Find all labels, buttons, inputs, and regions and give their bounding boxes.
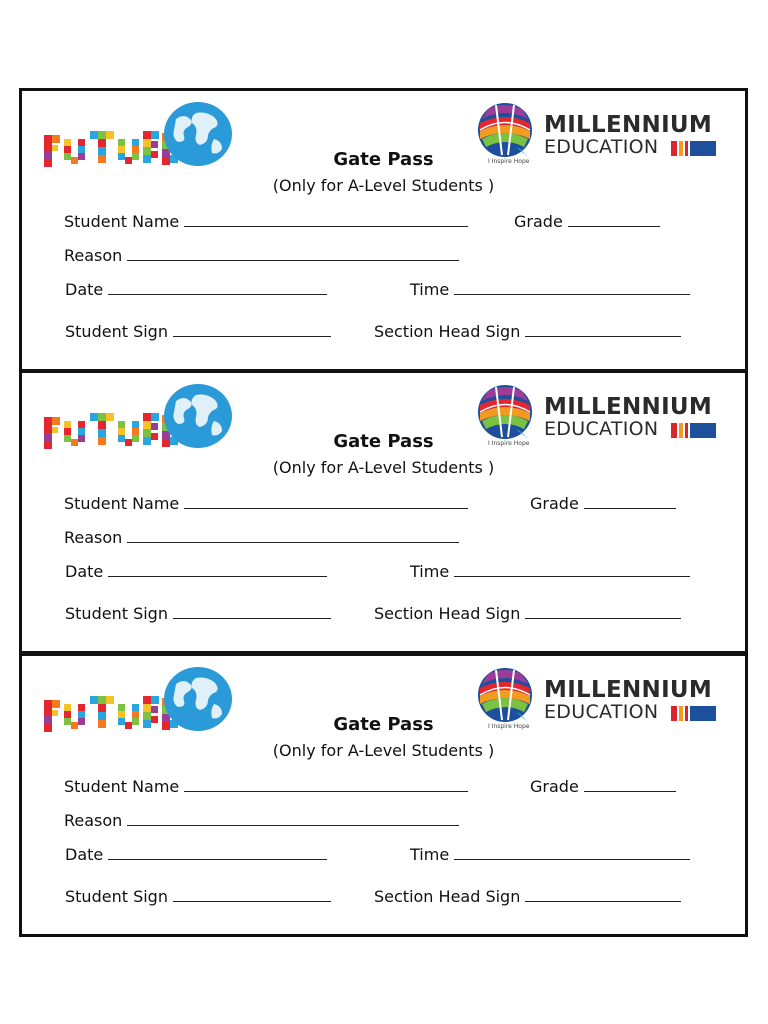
grade-line[interactable] bbox=[584, 777, 676, 792]
pass-title: Gate Pass bbox=[333, 714, 434, 735]
student-name-field[interactable] bbox=[64, 212, 468, 232]
pass-subtitle: (Only for A-Level Students ) bbox=[272, 176, 495, 195]
millennium-tagline: I Inspire Hope bbox=[488, 723, 530, 730]
millennium-brand-line2: EDUCATION bbox=[544, 701, 659, 723]
grade-label: Grade bbox=[530, 777, 579, 796]
student-name-field[interactable] bbox=[64, 494, 468, 514]
gate-pass-3 bbox=[19, 653, 748, 937]
student-name-label: Student Name bbox=[64, 494, 180, 513]
reason-field[interactable] bbox=[64, 528, 459, 548]
student-sign-line[interactable] bbox=[173, 604, 331, 619]
student-sign-label: Student Sign bbox=[65, 322, 168, 341]
time-label: Time bbox=[410, 845, 450, 864]
student-sign-label: Student Sign bbox=[65, 604, 168, 623]
reason-label: Reason bbox=[64, 528, 123, 547]
pass-subtitle: (Only for A-Level Students ) bbox=[272, 741, 495, 760]
gate-pass-1 bbox=[19, 88, 748, 372]
gate-pass-2 bbox=[19, 370, 748, 654]
reason-line[interactable] bbox=[127, 246, 459, 261]
student-sign-field[interactable] bbox=[65, 322, 331, 342]
student-name-label: Student Name bbox=[64, 212, 180, 231]
date-label: Date bbox=[65, 280, 104, 299]
section-head-sign-field[interactable] bbox=[374, 604, 681, 624]
time-label: Time bbox=[410, 280, 450, 299]
date-line[interactable] bbox=[108, 562, 327, 577]
section-head-sign-field[interactable] bbox=[374, 322, 681, 342]
pass-subtitle: (Only for A-Level Students ) bbox=[272, 458, 495, 477]
section-head-sign-line[interactable] bbox=[525, 322, 681, 337]
student-sign-label: Student Sign bbox=[65, 887, 168, 906]
section-head-sign-label: Section Head Sign bbox=[374, 887, 521, 906]
time-line[interactable] bbox=[454, 280, 690, 295]
student-name-field[interactable] bbox=[64, 777, 468, 797]
grade-label: Grade bbox=[514, 212, 563, 231]
time-field[interactable] bbox=[410, 845, 690, 865]
reason-label: Reason bbox=[64, 811, 123, 830]
date-line[interactable] bbox=[108, 845, 327, 860]
time-line[interactable] bbox=[454, 562, 690, 577]
section-head-sign-line[interactable] bbox=[525, 887, 681, 902]
time-field[interactable] bbox=[410, 280, 690, 300]
student-name-line[interactable] bbox=[184, 494, 468, 509]
reason-field[interactable] bbox=[64, 246, 459, 266]
student-name-label: Student Name bbox=[64, 777, 180, 796]
time-label: Time bbox=[410, 562, 450, 581]
reason-field[interactable] bbox=[64, 811, 459, 831]
grade-line[interactable] bbox=[584, 494, 676, 509]
date-line[interactable] bbox=[108, 280, 327, 295]
student-sign-line[interactable] bbox=[173, 887, 331, 902]
time-line[interactable] bbox=[454, 845, 690, 860]
millennium-tagline: I Inspire Hope bbox=[488, 440, 530, 447]
student-sign-field[interactable] bbox=[65, 604, 331, 624]
date-field[interactable] bbox=[65, 562, 327, 582]
student-sign-line[interactable] bbox=[173, 322, 331, 337]
student-sign-field[interactable] bbox=[65, 887, 331, 907]
reason-label: Reason bbox=[64, 246, 123, 265]
section-head-sign-field[interactable] bbox=[374, 887, 681, 907]
pass-title: Gate Pass bbox=[333, 149, 434, 170]
millennium-brand-line2: EDUCATION bbox=[544, 418, 659, 440]
date-field[interactable] bbox=[65, 845, 327, 865]
millennium-brand-line1: MILLENNIUM bbox=[544, 677, 713, 703]
student-name-line[interactable] bbox=[184, 777, 468, 792]
pass-title: Gate Pass bbox=[333, 431, 434, 452]
reason-line[interactable] bbox=[127, 528, 459, 543]
date-field[interactable] bbox=[65, 280, 327, 300]
time-field[interactable] bbox=[410, 562, 690, 582]
millennium-tagline: I Inspire Hope bbox=[488, 158, 530, 165]
grade-line[interactable] bbox=[568, 212, 660, 227]
date-label: Date bbox=[65, 845, 104, 864]
section-head-sign-label: Section Head Sign bbox=[374, 604, 521, 623]
date-label: Date bbox=[65, 562, 104, 581]
section-head-sign-label: Section Head Sign bbox=[374, 322, 521, 341]
grade-field[interactable] bbox=[530, 777, 676, 797]
section-head-sign-line[interactable] bbox=[525, 604, 681, 619]
grade-field[interactable] bbox=[530, 494, 676, 514]
reason-line[interactable] bbox=[127, 811, 459, 826]
millennium-brand-line2: EDUCATION bbox=[544, 136, 659, 158]
student-name-line[interactable] bbox=[184, 212, 468, 227]
grade-label: Grade bbox=[530, 494, 579, 513]
millennium-brand-line1: MILLENNIUM bbox=[544, 112, 713, 138]
grade-field[interactable] bbox=[514, 212, 660, 232]
millennium-brand-line1: MILLENNIUM bbox=[544, 394, 713, 420]
